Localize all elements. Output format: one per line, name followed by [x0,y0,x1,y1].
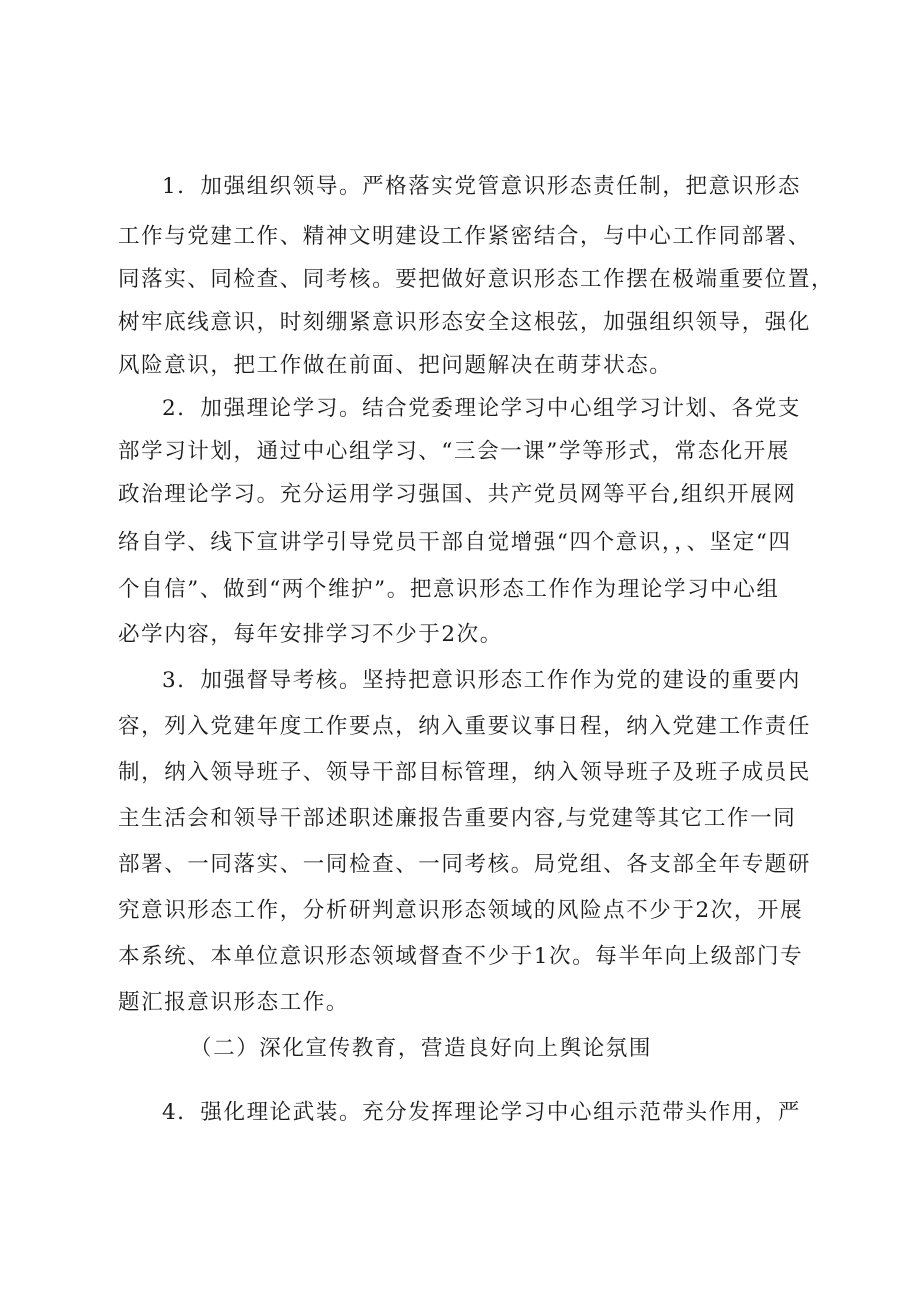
paragraph-2-line-2: 部学习计划，通过中心组学习、“三会一课”学等形式，常态化开展 [118,439,790,464]
paragraph-4-line-1: 4．强化理论武装。充分发挥理论学习中心组示范带头作用，严 [162,1100,801,1125]
paragraph-2-line-1: 2．加强理论学习。结合党委理论学习中心组学习计划、各党支 [162,396,801,421]
paragraph-3-line-4: 主生活会和领导干部述职述廉报告重要内容,与党建等其它工作一同 [118,806,797,831]
paragraph-1-line-3: 同落实、同检查、同考核。要把做好意识形态工作摆在极端重要位置， [118,267,835,292]
paragraph-3-line-7: 本系统、本单位意识形态领域督查不少于1次。每半年向上级部门专 [118,944,804,969]
paragraph-3-line-1: 3．加强督导考核。坚持把意识形态工作作为党的建设的重要内 [162,668,801,693]
paragraph-1-line-4: 树牢底线意识，时刻绷紧意识形态安全这根弦，加强组织领导，强化 [118,310,812,335]
paragraph-1-line-1: 1．加强组织领导。严格落实党管意识形态责任制，把意识形态 [162,174,801,199]
paragraph-3-line-6: 究意识形态工作，分析研判意识形态领域的风险点不少于2次，开展 [118,898,804,923]
paragraph-3-line-3: 制，纳入领导班子、领导干部目标管理，纳入领导班子及班子成员民 [118,760,812,785]
paragraph-1-line-2: 工作与党建工作、精神文明建设工作紧密结合，与中心工作同部署、 [118,224,812,249]
paragraph-1-line-5: 风险意识，把工作做在前面、把问题解决在萌芽状态。 [118,353,673,378]
paragraph-2-line-4: 络自学、线下宣讲学引导党员干部自觉增强“四个意识，，、坚定“四 [118,530,792,555]
paragraph-2-line-5: 个自信”、做到“两个维护”。把意识形态工作作为理论学习中心组 [118,577,780,602]
section-heading: （二）深化宣传教育，营造良好向上舆论氛围 [190,1036,653,1061]
paragraph-2-line-3: 政治理论学习。充分运用学习强国、共产党员网等平台,组织开展网 [118,482,797,507]
paragraph-3-line-8: 题汇报意识形态工作。 [118,990,350,1015]
paragraph-3-line-5: 部署、一同落实、一同检查、一同考核。局党组、各支部全年专题研 [118,852,812,877]
paragraph-2-line-6: 必学内容，每年安排学习不少于2次。 [118,622,503,647]
paragraph-3-line-2: 容，列入党建年度工作要点，纳入重要议事日程，纳入党建工作责任 [118,714,812,739]
